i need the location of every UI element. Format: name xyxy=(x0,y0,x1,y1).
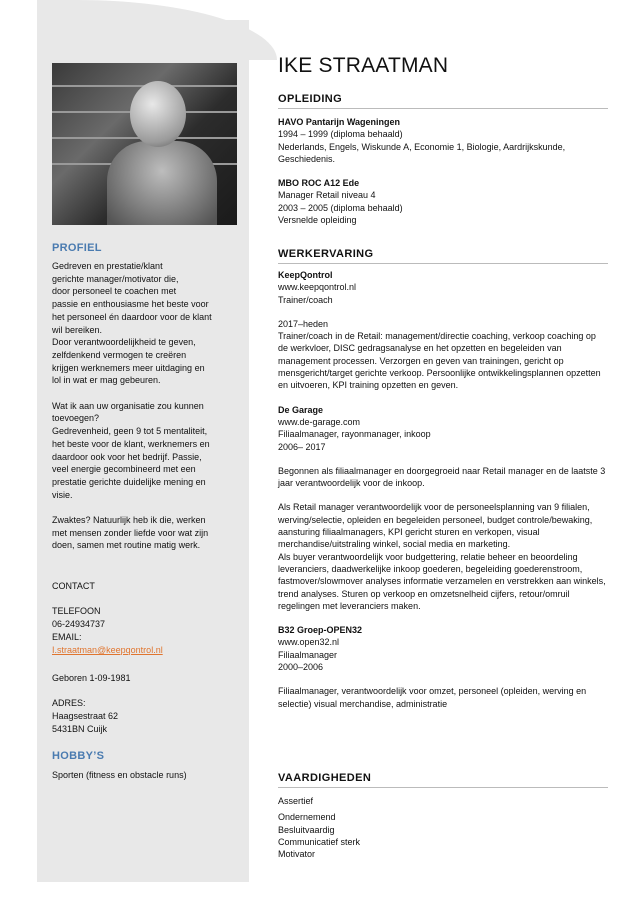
hobbies-title: HOBBY’S xyxy=(52,750,105,762)
skills-divider xyxy=(278,787,608,788)
education-list xyxy=(278,116,608,226)
job-description: Filiaalmanager, verantwoordelijk voor omzet, personeel (opleiden, werving en selectie) visual merchandise, administratie xyxy=(278,686,587,709)
skill-item: Communicatief sterk xyxy=(278,836,361,847)
education-school: MBO ROC A12 Ede xyxy=(278,178,360,189)
job-period: 2017–heden xyxy=(278,318,329,329)
education-line: Manager Retail niveau 4 xyxy=(278,190,376,201)
hobbies-text: Sporten (fitness en obstacle runs) xyxy=(52,770,187,780)
education-school: HAVO Pantarijn Wageningen xyxy=(278,117,401,127)
address-label: ADRES: xyxy=(52,698,86,708)
email-label: EMAIL: xyxy=(52,632,82,642)
job-url[interactable]: www.open32.nl xyxy=(278,637,340,648)
education-divider xyxy=(278,108,608,109)
address-city: 5431BN Cuijk xyxy=(52,724,108,734)
experience-title: WERKERVARING xyxy=(278,248,374,260)
job-company: KeepQontrol xyxy=(278,270,333,280)
job-url[interactable]: www.keepqontrol.nl xyxy=(278,282,357,293)
skill-item: Ondernemend xyxy=(278,812,336,823)
profile-photo xyxy=(52,63,237,225)
email-link[interactable]: I.straatman@keepqontrol.nl xyxy=(52,645,163,655)
job-description: Begonnen als filiaalmanager en doorgegroeid naar Retail manager en de laatste 3 jaar verantwoordelijk voor de inkoop. xyxy=(278,465,606,489)
job-period: 2000–2006 xyxy=(278,662,324,673)
phone-value: 06-24934737 xyxy=(52,619,106,629)
job-description: Als buyer verantwoordelijk voor budgettering, relatie beheer en beoordeling leveranciers, daadwerkelijke inkoop goederen, begeleiding goederenstroom, fastmover/slowmover analyses informatie verzamelen en verstrekken aan winkels, trend analyses. Sturen op verkoop en omzetsnelheid cijfers, retour/omruil regelingen met leveranciers maken. xyxy=(278,551,606,611)
skills-title: VAARDIGHEDEN xyxy=(278,772,372,784)
job-role: Filiaalmanager xyxy=(278,649,338,660)
skill-item: Assertief xyxy=(278,796,314,806)
candidate-name: IKE STRAATMAN xyxy=(278,54,449,77)
education-line: Versnelde opleiding xyxy=(278,215,357,226)
birth-date: Geboren 1-09-1981 xyxy=(52,673,131,683)
skill-item: Besluitvaardig xyxy=(278,824,335,835)
address-street: Haagsestraat 62 xyxy=(52,711,119,721)
profile-title: PROFIEL xyxy=(52,242,102,254)
skill-item: Motivator xyxy=(278,849,316,860)
skills-list xyxy=(278,795,360,860)
job-description: Als Retail manager verantwoordelijk voor de personeelsplanning van 9 filialen, werving/selectie, opleiden en begeleiden personeel, budget controle/bewaking, aansturing filiaalmanagers, KPI gericht sturen en verkopen, visual merchandise/uitstraling winkel, social media en marketing. xyxy=(278,502,593,550)
contact-title: CONTACT xyxy=(52,581,95,591)
education-line: Nederlands, Engels, Wiskunde A, Economie 1, Biologie, Aardrijkskunde, Geschiedenis. xyxy=(278,141,566,164)
education-line: 2003 – 2005 (diploma behaald) xyxy=(278,202,403,213)
experience-list xyxy=(278,269,608,710)
job-period: 2006– 2017 xyxy=(278,441,326,452)
profile-text: Gedreven en prestatie/klant gerichte manager/motivator die, door personeel te coachen met passie en enthousiasme het beste voor het personeel én daardoor voor de klant wil bereiken. Door verantwoordelijkheid te geven, zelfdenkend vermogen te creëren krijgen werknemers meer uitdaging en lol in wat er mag gebeuren. Wat ik aan uw organisatie zou kunnen toevoegen? Gedrevenheid, geen 9 tot 5 mentaliteit, het beste voor de klant, werknemers en daardoor ook voor het bedrijf. Passie, veel energie gecombineerd met een prestatie gerichte duidelijke mening en visie. Zwaktes? Natuurlijk heb ik die, werken met mensen zonder liefde voor wat zijn doen, samen met routine matig werk. xyxy=(52,261,212,551)
education-title: OPLEIDING xyxy=(278,93,343,105)
education-line: 1994 – 1999 (diploma behaald) xyxy=(278,129,403,140)
job-url[interactable]: www.de-garage.com xyxy=(278,416,361,427)
job-role: Filiaalmanager, rayonmanager, inkoop xyxy=(278,429,431,440)
job-company: De Garage xyxy=(278,404,324,415)
phone-label: TELEFOON xyxy=(52,606,101,616)
job-role: Trainer/coach xyxy=(278,294,333,305)
job-description: Trainer/coach in de Retail: management/directie coaching, verkoop coaching op de werkvloer, DISC gedragsanalyse en het opzetten en begeleiden van management processen. Verzorgen en geven van trainingen, gericht op mensgericht/target gerichte verkoop. Persoonlijke ontwikkelingsplannen opzetten en uitvoeren, KPI training opzetten en geven. xyxy=(278,331,601,391)
job-company: B32 Groep-OPEN32 xyxy=(278,625,363,636)
experience-divider xyxy=(278,263,608,264)
